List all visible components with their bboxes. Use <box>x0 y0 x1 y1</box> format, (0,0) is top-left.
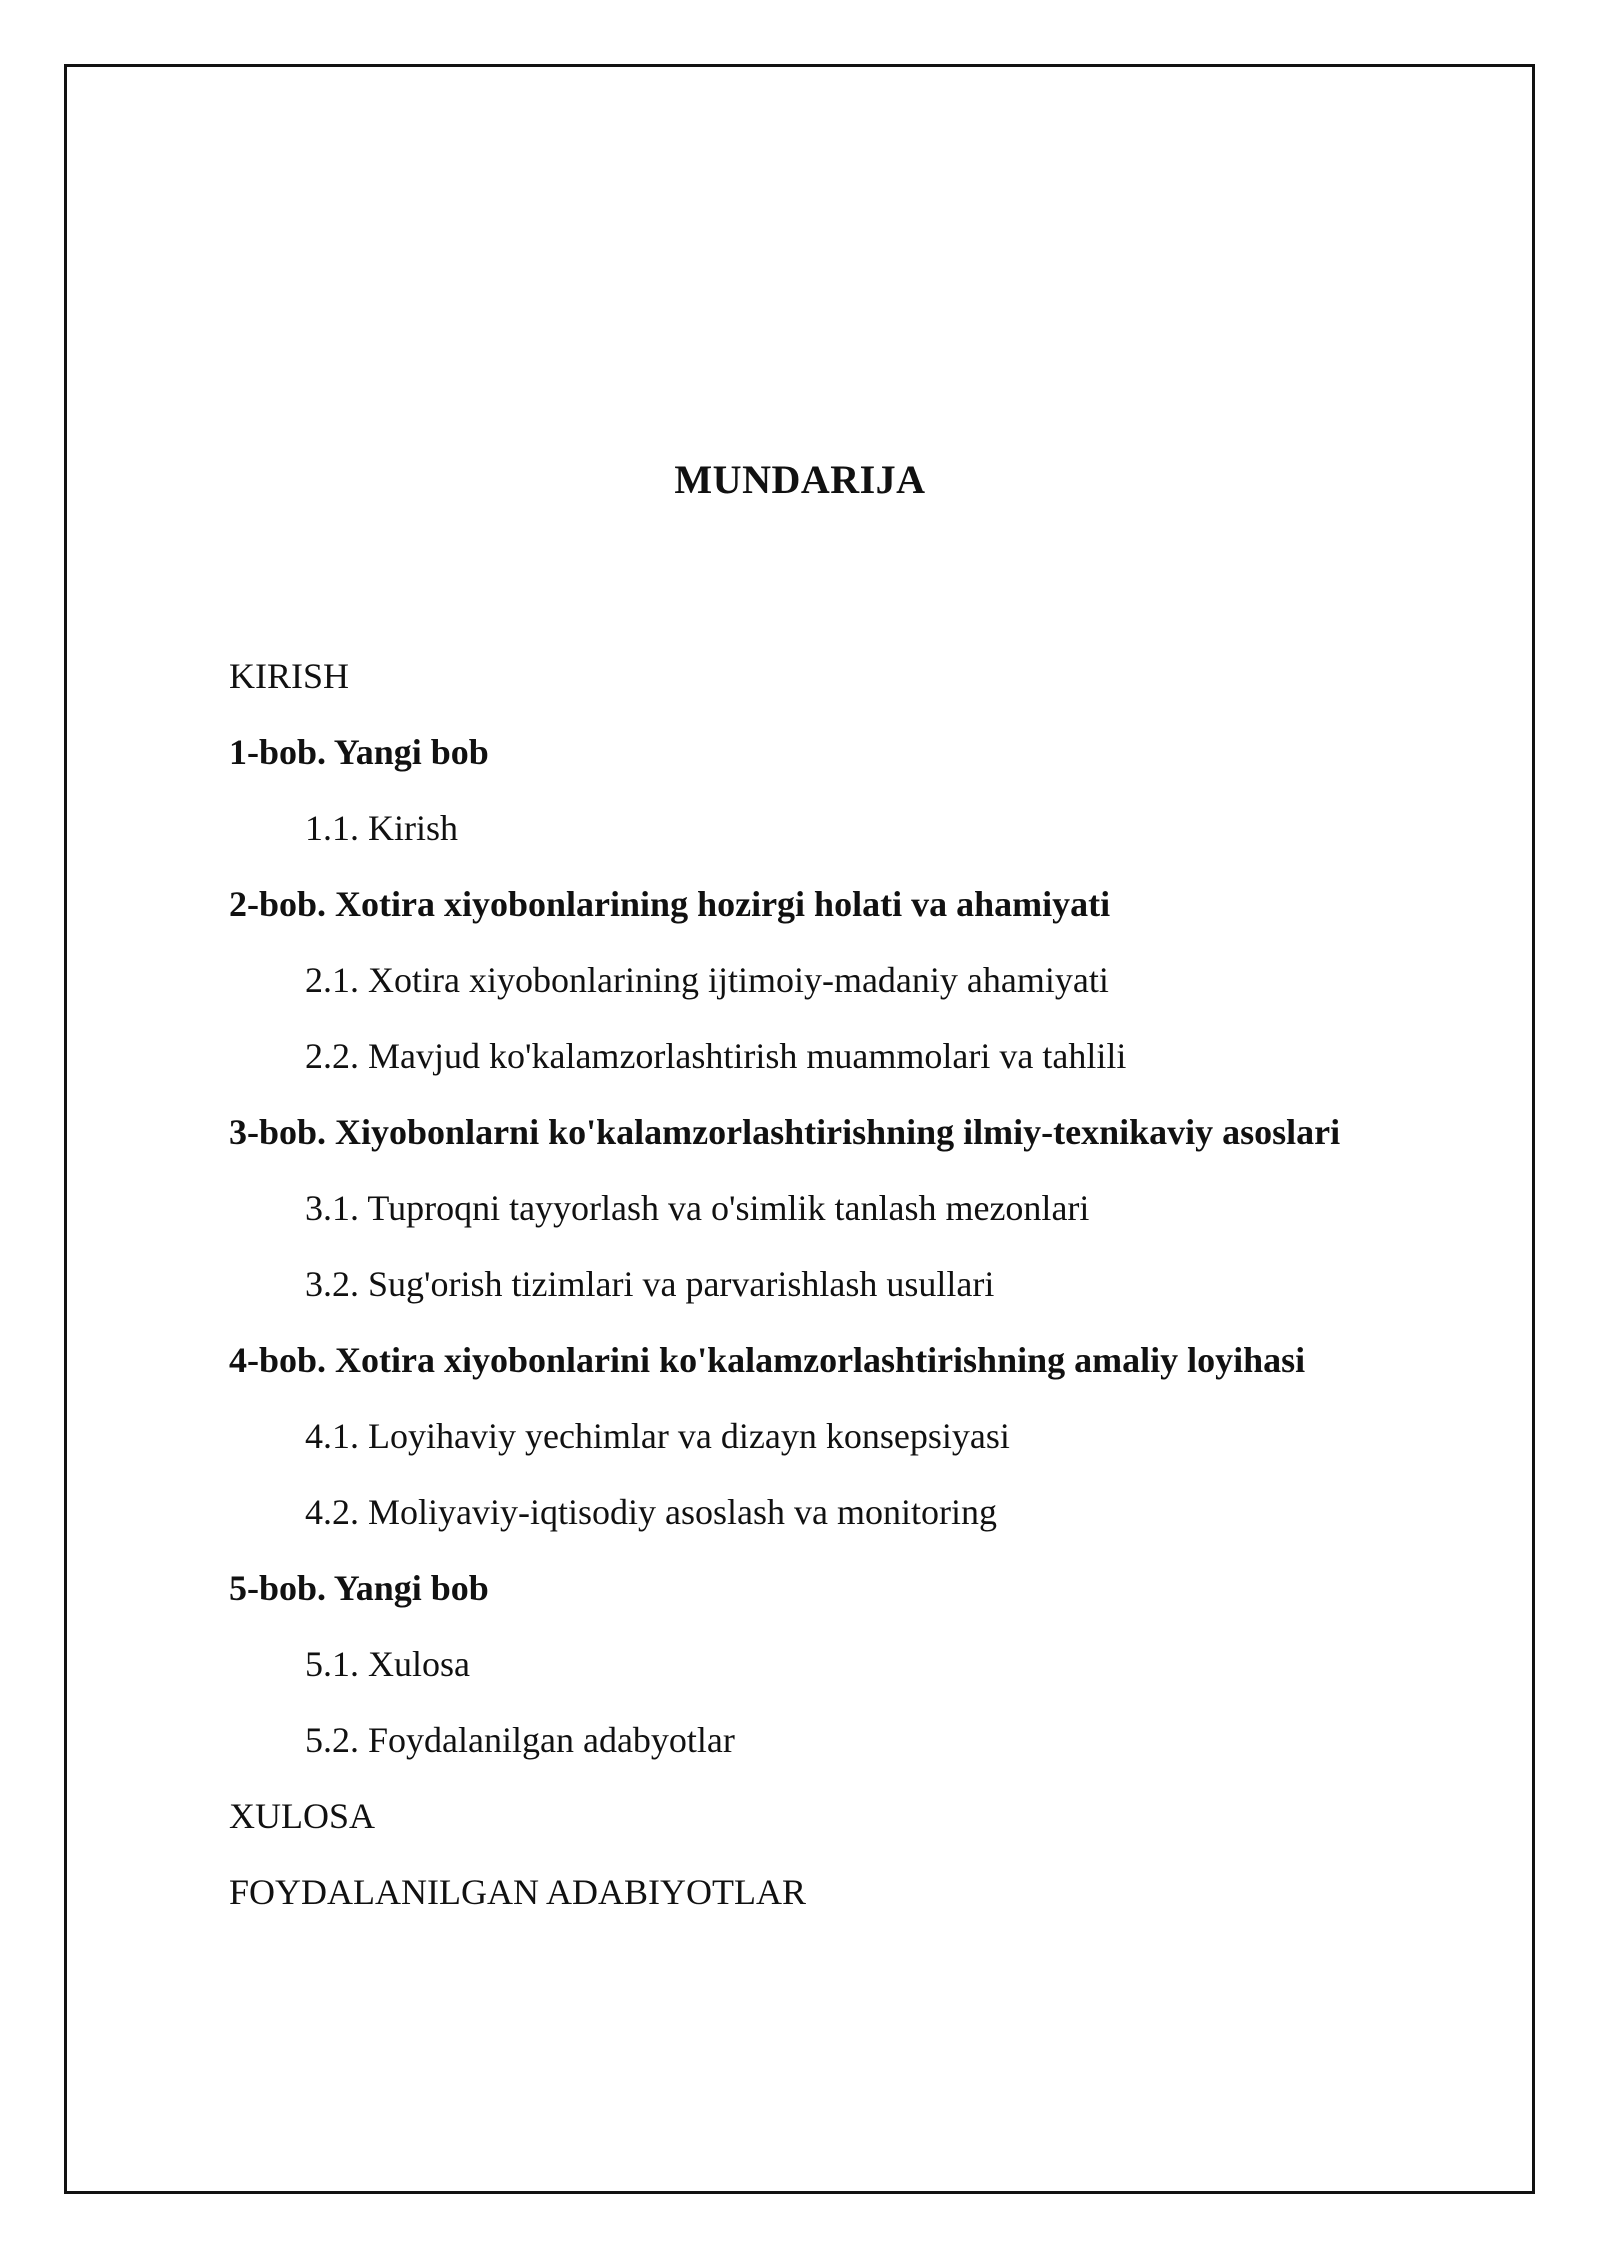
page-title: MUNDARIJA <box>674 457 926 502</box>
toc-chapter-3: 3-bob. Xiyobonlarni ko'kalamzorlashtirishning ilmiy-texnikaviy asoslari <box>229 1112 1341 1152</box>
toc-entry-references: FOYDALANILGAN ADABIYOTLAR <box>229 1872 806 1912</box>
toc-chapter-2: 2-bob. Xotira xiyobonlarining hozirgi holati va ahamiyati <box>229 884 1111 924</box>
toc-section-3-2: 3.2. Sug'orish tizimlari va parvarishlash usullari <box>305 1264 995 1304</box>
toc-section-2-1: 2.1. Xotira xiyobonlarining ijtimoiy-madaniy ahamiyati <box>305 960 1109 1000</box>
toc-section-4-2: 4.2. Moliyaviy-iqtisodiy asoslash va monitoring <box>305 1492 997 1532</box>
toc-entry-kirish: KIRISH <box>229 656 350 696</box>
toc-section-1-1: 1.1. Kirish <box>305 808 458 848</box>
toc-section-2-2: 2.2. Mavjud ko'kalamzorlashtirish muammolari va tahlili <box>305 1036 1127 1076</box>
toc-chapter-4: 4-bob. Xotira xiyobonlarini ko'kalamzorlashtirishning amaliy loyihasi <box>229 1340 1306 1380</box>
table-of-contents <box>229 638 1340 1930</box>
toc-entry-xulosa: XULOSA <box>229 1796 376 1836</box>
toc-section-5-1: 5.1. Xulosa <box>305 1644 470 1684</box>
toc-chapter-5: 5-bob. Yangi bob <box>229 1568 489 1608</box>
toc-section-3-1: 3.1. Tuproqni tayyorlash va o'simlik tanlash mezonlari <box>305 1188 1090 1228</box>
toc-chapter-1: 1-bob. Yangi bob <box>229 732 489 772</box>
toc-section-5-2: 5.2. Foydalanilgan adabyotlar <box>305 1720 735 1760</box>
toc-section-4-1: 4.1. Loyihaviy yechimlar va dizayn konsepsiyasi <box>305 1416 1010 1456</box>
